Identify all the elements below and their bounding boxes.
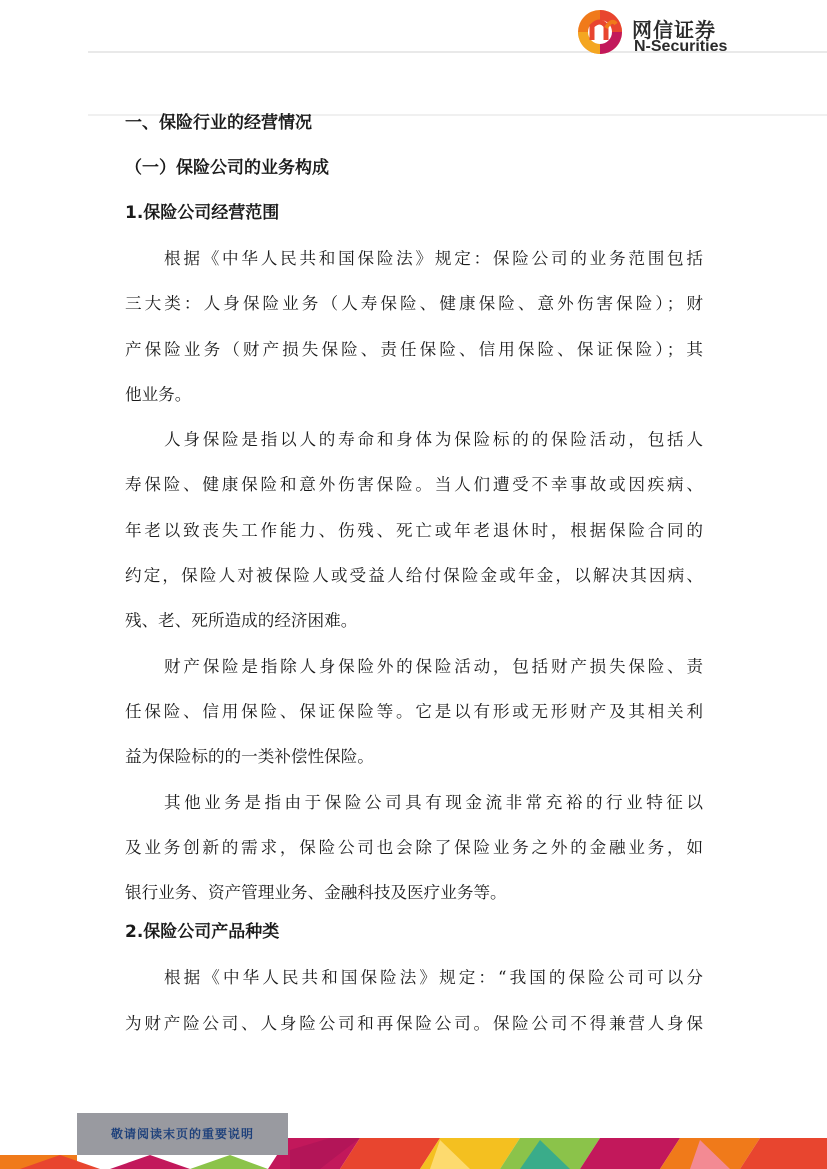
text-line: 根据《中华人民共和国保险法》规定：保险公司的业务范围包括 [164,249,703,268]
logo-mark-icon [576,8,624,56]
paragraph-other-business [125,780,703,916]
text-line: 银行业务、资产管理业务、金融科技及医疗业务等。 [125,883,507,903]
text-line: 残、老、死所造成的经济困难。 [125,611,358,631]
text-line: 年老以致丧失工作能力、伤残、死亡或年老退休时，根据保险合同的 [125,520,703,540]
logo-chinese-name: 网信证券 [632,18,716,42]
logo-english-name: N-Securities [634,38,728,55]
item-heading-products: 2.保险公司产品种类 [125,922,280,943]
text-line: 及业务创新的需求，保险公司也会除了保险业务之外的金融业务，如 [125,837,703,857]
text-line: 约定，保险人对被保险人或受益人给付保险金或年金，以解决其因病、 [125,566,703,586]
text-line: 他业务。 [125,384,192,404]
text-line: 三大类：人身保险业务（人寿保险、健康保险、意外伤害保险）；财 [125,294,703,314]
text-line: 产保险业务（财产损失保险、责任保险、信用保险、保证保险）；其 [125,339,703,359]
company-logo [576,8,746,58]
text-line: 寿保险、健康保险和意外伤害保险。当人们遭受不幸事故或因疾病、 [125,475,703,495]
footer-notice: 敬请阅读末页的重要说明 [110,1127,254,1141]
document-body [125,106,703,1046]
paragraph-product-types [125,955,703,1046]
text-line: 益为保险标的的一类补偿性保险。 [125,747,374,767]
page-footer [0,1110,827,1169]
item-heading-scope: 1.保险公司经营范围 [125,203,280,223]
text-line: 财产保险是指除人身保险外的保险活动，包括财产损失保险、责 [164,656,703,676]
footer-notice-box [77,1113,288,1155]
text-line: 任保险、信用保险、保证保险等。它是以有形或无形财产及其相关利 [125,701,703,721]
text-line: 其他业务是指由于保险公司具有现金流非常充裕的行业特征以 [164,792,703,812]
text-line: 根据《中华人民共和国保险法》规定：“我国的保险公司可以分 [164,968,703,988]
subsection-title: （一）保险公司的业务构成 [125,158,329,178]
paragraph-property-insurance [125,644,703,780]
text-line: 人身保险是指以人的寿命和身体为保险标的的保险活动，包括人 [164,430,703,450]
section-title: 一、保险行业的经营情况 [125,113,312,133]
paragraph-business-scope [125,236,703,417]
paragraph-life-insurance [125,417,703,643]
text-line: 为财产险公司、人身险公司和再保险公司。保险公司不得兼营人身保 [125,1013,703,1033]
